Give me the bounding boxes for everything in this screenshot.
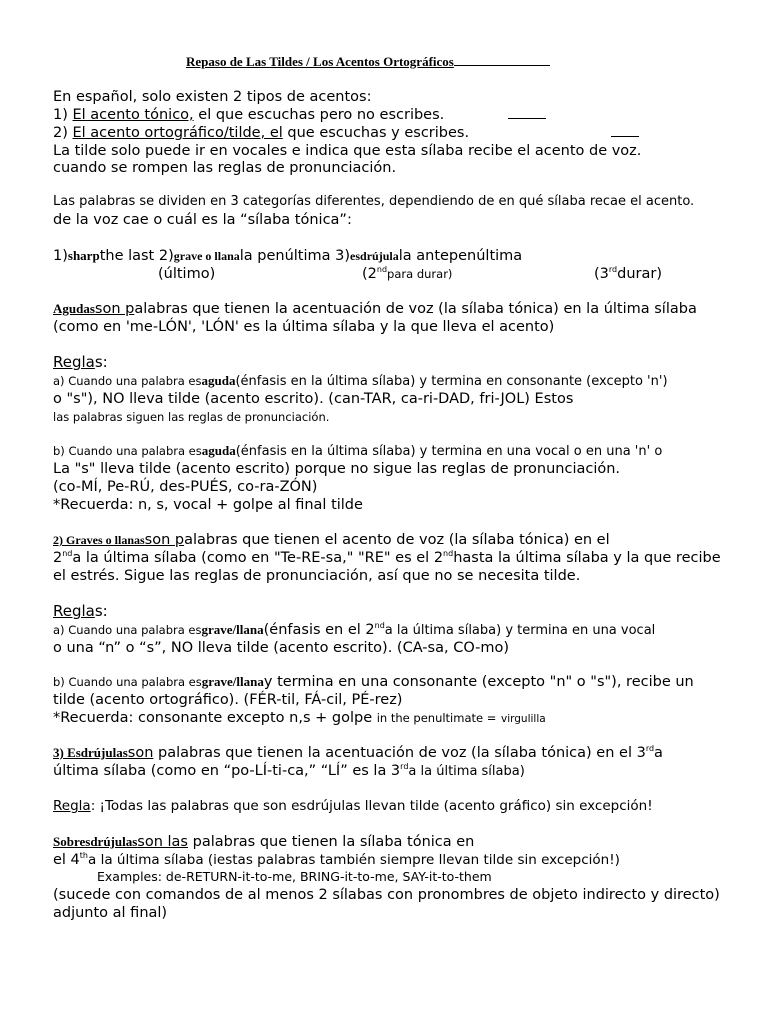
agudas-a-pre: a) Cuando una palabra es — [53, 374, 202, 388]
esdrujulas-l1-sup: rd — [645, 744, 655, 753]
agudas-a-bold: aguda — [201, 373, 236, 388]
graves-b-pre: b) Cuando una palabra es — [53, 675, 202, 689]
graves-reglas — [53, 602, 108, 620]
cat-third-sup: rd — [608, 265, 618, 274]
graves-l2-b: a la última sílaba (como en "Te-RE-sa," "RE" es el 2 — [72, 550, 444, 566]
esdrujulas-regla — [53, 797, 653, 815]
agudas-reglas — [53, 353, 108, 371]
esdrujulas-regla-word: Regla — [53, 798, 91, 814]
graves-heading: 2) Graves o llanas — [53, 533, 145, 547]
sobre-l2-b: a la última sílaba (iestas palabras también siempre llevan tilde sin excepción!) — [88, 852, 620, 868]
graves-b-l3-xsmall: virgulilla — [501, 713, 546, 725]
agudas-b-rest: (énfasis en la última sílaba) y termina en una vocal o en una 'n' o — [235, 444, 663, 459]
agudas-a-rest: (énfasis en la última sílaba) y termina en consonante (excepto 'n') — [235, 374, 668, 389]
cat-third-rest: durar) — [617, 266, 662, 282]
intro-line-3 — [53, 124, 469, 142]
sobre-heading: Sobresdrújulas — [53, 834, 138, 849]
esdrujulas-l2-sup: rd — [400, 762, 409, 771]
graves-b-l3-small: in the penultimate = — [376, 711, 497, 725]
intro-text-2: el que escuchas pero no escribes. — [193, 107, 445, 123]
esdrujulas-heading: 3) Esdrújulas — [53, 745, 128, 760]
intro-line-4: La tilde solo puede ir en vocales e indica que esta sílaba recibe el acento de voz. — [53, 143, 642, 159]
agudas-heading-2: son p — [94, 301, 135, 317]
graves-a-bold: grave/llana — [201, 622, 264, 637]
acento-ortografico-link: El acento ortográfico/tilde, el — [72, 125, 283, 141]
graves-heading-2: son p — [144, 532, 185, 548]
agudas-text-1: alabras que tienen la acentuación de voz (la sílaba tónica) en la última sílaba — [134, 301, 697, 317]
cat-second-text: (2 — [362, 266, 377, 282]
sobre-examples: Examples: de-RETURN-it-to-me, BRING-it-to-me, SAY-it-to-them — [97, 869, 492, 884]
agudas-reglas-word: Regla — [53, 353, 95, 371]
agudas-b-pre: b) Cuando una palabra es — [53, 444, 202, 458]
title-text: Repaso de Las Tildes / Los Acentos Ortográficos — [186, 54, 454, 69]
title-blank — [454, 53, 550, 66]
sobre-heading-2: son las — [137, 834, 188, 850]
agudas-line-2: (como en 'me-LÓN', 'LÓN' es la última sílaba y la que lleva el acento) — [53, 319, 555, 335]
graves-reglas-word: Regla — [53, 602, 95, 620]
graves-l2-sup: nd — [62, 549, 73, 558]
cat-sharp: sharp — [67, 248, 100, 263]
graves-l2-c: hasta la última sílaba y la que recibe — [453, 550, 721, 566]
graves-b-line-2: tilde (acento ortográfico). (FÉR-til, FÁ-cil, PÉ-rez) — [53, 692, 403, 708]
graves-a-rest2: a la última sílaba) y termina en una vocal — [384, 623, 656, 638]
graves-b-line-3 — [53, 709, 546, 728]
intro-num-1: 1) — [53, 107, 73, 123]
esdrujulas-l2-a: última sílaba (como en “po-LÍ-ti-ca,” “LÍ” es la 3 — [53, 763, 401, 779]
cat-second-small: para durar) — [387, 267, 453, 281]
page-title — [186, 53, 550, 70]
graves-b-line-1 — [53, 673, 694, 691]
agudas-b-line-4: *Recuerda: n, s, vocal + golpe al final tilde — [53, 497, 363, 513]
graves-line-2 — [53, 549, 721, 567]
agudas-b-line-1 — [53, 442, 662, 461]
esdrujulas-line-2 — [53, 762, 525, 781]
categories-line-1: Las palabras se dividen en 3 categorías diferentes, dependiendo de en qué sílaba recae el acento. — [53, 194, 695, 209]
esdrujulas-l1-end: a — [654, 745, 663, 761]
intro-text-3: que escuchas y escribes. — [282, 125, 470, 141]
sobre-line-5: adjunto al final) — [53, 905, 168, 921]
sobre-line-4: (sucede con comandos de al menos 2 sílabas con pronombres de objeto indirecto y directo) — [53, 887, 720, 903]
cat-third — [594, 265, 662, 283]
esdrujulas-regla-text: : ¡Todas las palabras que son esdrújulas llevan tilde (acento gráfico) sin excepción! — [90, 798, 653, 814]
graves-a-rest1: (énfasis en el 2 — [263, 622, 375, 638]
cat-third-text: (3 — [594, 266, 609, 282]
esdrujulas-l2-b: a la última sílaba) — [408, 764, 525, 779]
sobre-line-2 — [53, 851, 620, 869]
esdrujulas-line-1 — [53, 744, 663, 762]
esdrujulas-heading-2: son — [127, 745, 154, 761]
graves-a-line-1 — [53, 621, 655, 640]
agudas-b-bold: aguda — [201, 443, 236, 458]
sobre-l2-sup: th — [79, 851, 89, 860]
agudas-a-line-3: las palabras siguen las reglas de pronunciación. — [53, 410, 330, 424]
cat-text-3: la antepenúltima — [398, 248, 523, 264]
sobre-text-1: palabras que tienen la sílaba tónica en — [188, 834, 475, 850]
agudas-heading: Agudas — [53, 301, 95, 316]
esdrujulas-text-1: palabras que tienen la acentuación de voz (la sílaba tónica) en el 3 — [153, 745, 646, 761]
intro-line-2 — [53, 106, 444, 124]
graves-a-pre: a) Cuando una palabra es — [53, 623, 202, 637]
agudas-b-line-2: La "s" lleva tilde (acento escrito) porque no sigue las reglas de pronunciación. — [53, 461, 621, 477]
graves-a-line-2: o una “n” o “s”, NO lleva tilde (acento escrito). (CA-sa, CO-mo) — [53, 640, 510, 656]
categories-row — [53, 247, 522, 265]
cat-esdrujula: esdrújula — [350, 249, 399, 263]
agudas-a-line-2: o "s"), NO lleva tilde (acento escrito). (can-TAR, ca-ri-DAD, fri-JOL) Estos — [53, 391, 574, 407]
answer-blank-1 — [508, 106, 546, 124]
graves-text-1: alabras que tienen el acento de voz (la sílaba tónica) en el — [184, 532, 610, 548]
agudas-a-line-1 — [53, 372, 668, 391]
graves-reglas-s: s: — [94, 602, 108, 620]
cat-text-1: the last 2) — [99, 248, 174, 264]
graves-b-rest: y termina en una consonante (excepto "n" o "s"), recibe un — [263, 674, 694, 690]
answer-blank-2 — [611, 124, 639, 142]
graves-a-sup: nd — [374, 621, 385, 630]
intro-num-2: 2) — [53, 125, 73, 141]
graves-b-bold: grave/llana — [201, 674, 264, 689]
sobre-line-1 — [53, 833, 474, 851]
graves-l2-a: 2 — [53, 550, 63, 566]
cat-text-2: la penúltima 3) — [239, 248, 351, 264]
graves-line-3: el estrés. Sigue las reglas de pronunciación, así que no se necesita tilde. — [53, 568, 581, 584]
sobre-l2-a: el 4 — [53, 852, 80, 868]
graves-l2-sup2: nd — [443, 549, 454, 558]
cat-second — [362, 265, 452, 283]
acento-tonico-link: El acento tónico, — [72, 107, 194, 123]
agudas-reglas-s: s: — [94, 353, 108, 371]
agudas-line-1 — [53, 300, 697, 318]
cat-grave: grave o llana — [173, 249, 240, 263]
intro-line-1: En español, solo existen 2 tipos de acentos: — [53, 89, 372, 105]
graves-line-1 — [53, 531, 610, 549]
graves-b-l3: *Recuerda: consonante excepto n,s + golpe — [53, 710, 373, 726]
cat-ultimo: (último) — [158, 266, 216, 282]
cat-second-sup: nd — [376, 265, 388, 274]
intro-line-5: cuando se rompen las reglas de pronunciación. — [53, 160, 397, 176]
cat-num-1: 1) — [53, 248, 68, 264]
agudas-b-line-3: (co-MÍ, Pe-RÚ, des-PUÉS, co-ra-ZÓN) — [53, 479, 318, 495]
categories-line-2: de la voz cae o cuál es la “sílaba tónica”: — [53, 212, 352, 228]
